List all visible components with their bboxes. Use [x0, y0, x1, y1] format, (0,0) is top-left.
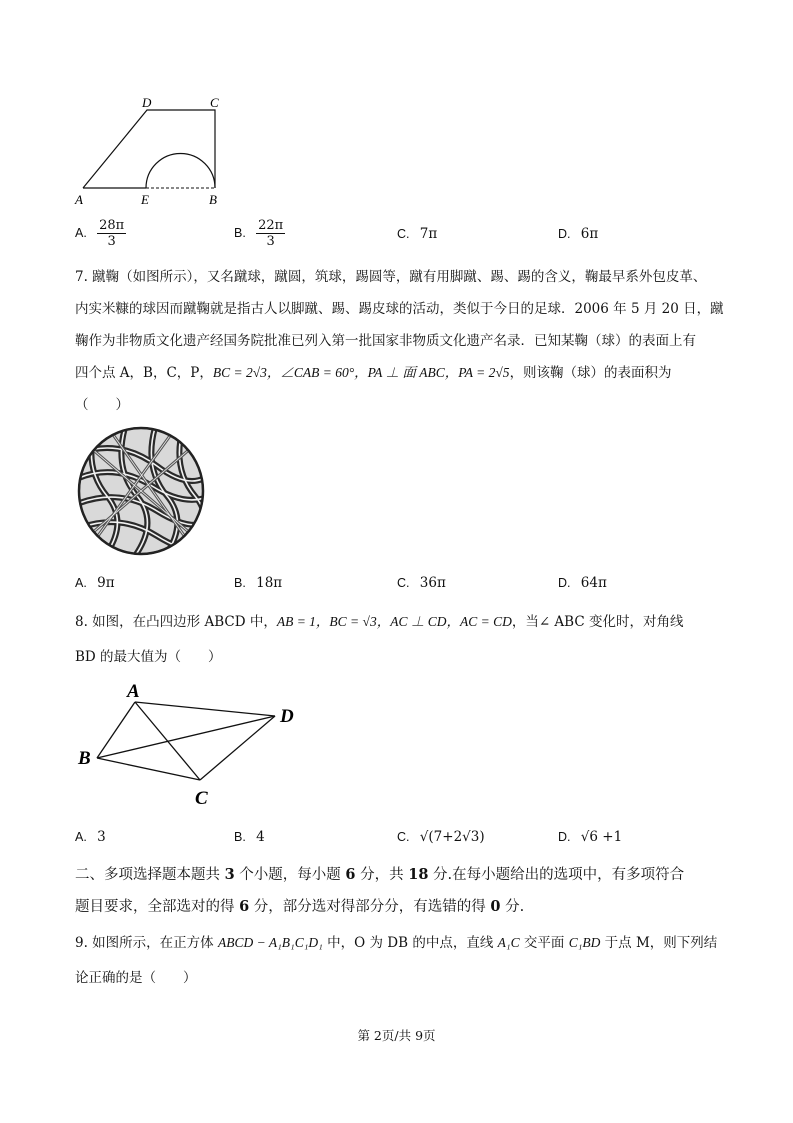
q6-option-b[interactable]	[234, 218, 285, 249]
q7-answer-paren: （ ）	[75, 397, 129, 413]
q7-stem-line-1: 7. 蹴鞠（如图所示），又名蹴球，蹴圆，筑球，踢圆等，蹴有用脚蹴、踢、踢的含义，鞠最早系外包皮革、	[75, 269, 707, 285]
q8-option-a[interactable]	[75, 829, 106, 845]
fig6-label-e: E	[141, 192, 149, 207]
q9-cube-formula: ABCD − A₁B₁C₁D₁	[217, 935, 323, 950]
q8-option-b[interactable]	[234, 829, 265, 845]
q6-option-c[interactable]	[397, 226, 437, 242]
q8-option-d[interactable]	[558, 829, 622, 845]
option-text: 64π	[580, 575, 607, 591]
q8-fig-label-c: C	[195, 788, 208, 809]
option-label: B.	[234, 226, 246, 240]
q7-stem-line-3: 鞠作为非物质文化遗产经国务院批准已列入第一批国家非物质文化遗产名录．已知某鞠（球）的表面上有	[75, 333, 696, 349]
option-label: B.	[234, 576, 246, 590]
section-2-heading-line-1: 二、多项选择题本题共 3 个小题，每小题 6 分，共 18 分.在每小题给出的选项中，有多项符合	[75, 866, 685, 883]
q6-option-a[interactable]	[75, 218, 126, 249]
q7-stem-line-4	[75, 363, 672, 383]
q8-fig-label-b: B	[78, 748, 91, 769]
page-number-footer: 第 2页/共 9页	[357, 1028, 436, 1043]
q8-fig-label-a: A	[127, 681, 140, 702]
option-label: A.	[75, 226, 87, 240]
q7-option-b[interactable]	[234, 575, 282, 591]
option-text: 9π	[97, 575, 115, 591]
q9-stem-line-2: 论正确的是（ ）	[75, 970, 197, 986]
q7-option-c[interactable]	[397, 575, 446, 591]
fraction: $\frac{28\pi}{3}$	[99, 218, 125, 249]
fig6-label-b: B	[209, 192, 217, 207]
option-text: 4	[256, 829, 265, 845]
option-label: A.	[75, 830, 87, 844]
q8-option-c[interactable]	[397, 829, 485, 845]
fraction: $\frac{22\pi}{3}$	[258, 218, 284, 249]
q8-stem-line-2: BD 的最大值为（ ）	[75, 649, 222, 665]
option-label: B.	[234, 830, 246, 844]
option-text: 18π	[256, 575, 283, 591]
fig6-label-d: D	[142, 95, 152, 110]
option-text: 7π	[419, 226, 438, 242]
q8-fig-label-d: D	[280, 706, 294, 727]
cuju-ball-image	[77, 426, 205, 556]
q9-line-formula: A₁C	[497, 935, 520, 950]
option-text: 3	[97, 829, 106, 845]
section-2-heading-line-2: 题目要求，全部选对的得 6 分，部分选对得部分分，有选错的得 0 分.	[75, 898, 525, 915]
option-text: √(7+2√3)	[419, 829, 485, 845]
q8-change-text: ，当∠ ABC 变化时，对角线	[511, 614, 684, 630]
q6-figure	[70, 92, 230, 210]
q8-figure	[75, 680, 310, 810]
q7-pa-formula: PA = 2√5	[458, 365, 510, 380]
q8-intro-text: 8. 如图，在凸四边形 ABCD 中，	[75, 614, 277, 630]
option-label: D.	[558, 830, 571, 844]
q8-stem-line-1	[75, 612, 683, 632]
option-text: 36π	[419, 575, 446, 591]
q9-stem-line-1: 9. 如图所示，在正方体 ABCD − A₁B₁C₁D₁ 中，O 为 DB 的中点，直线 A₁C 交平面 C₁BD 于点 M，则下列结	[75, 935, 718, 951]
option-label: C.	[397, 576, 410, 590]
fig6-label-c: C	[210, 95, 219, 110]
option-label: C.	[397, 830, 410, 844]
q7-option-a[interactable]	[75, 575, 115, 591]
q9-plane-formula: C₁BD	[568, 935, 601, 950]
q7-points-text: 四个点 A，B，C，P，	[75, 365, 213, 381]
option-label: C.	[397, 227, 410, 241]
option-label: D.	[558, 576, 571, 590]
option-label: D.	[558, 227, 571, 241]
fig6-label-a: A	[75, 192, 83, 207]
q6-option-d[interactable]	[558, 226, 598, 242]
option-text: √6 +1	[580, 829, 623, 845]
q7-question-text: ，则该鞠（球）的表面积为	[509, 365, 672, 381]
q8-condition-formula: AB = 1，BC = √3，AC ⊥ CD，AC = CD	[276, 614, 512, 629]
option-text: 6π	[580, 226, 599, 242]
q7-option-d[interactable]	[558, 575, 607, 591]
option-label: A.	[75, 576, 87, 590]
q7-stem-line-2: 内实米糠的球因而蹴鞠就是指古人以脚蹴、踢、踢皮球的活动，类似于今日的足球．2006 年 5 月 20 日，蹴	[75, 301, 724, 317]
q7-condition-formula: BC = 2√3，∠CAB = 60°，PA ⊥ 面 ABC，	[212, 365, 459, 380]
